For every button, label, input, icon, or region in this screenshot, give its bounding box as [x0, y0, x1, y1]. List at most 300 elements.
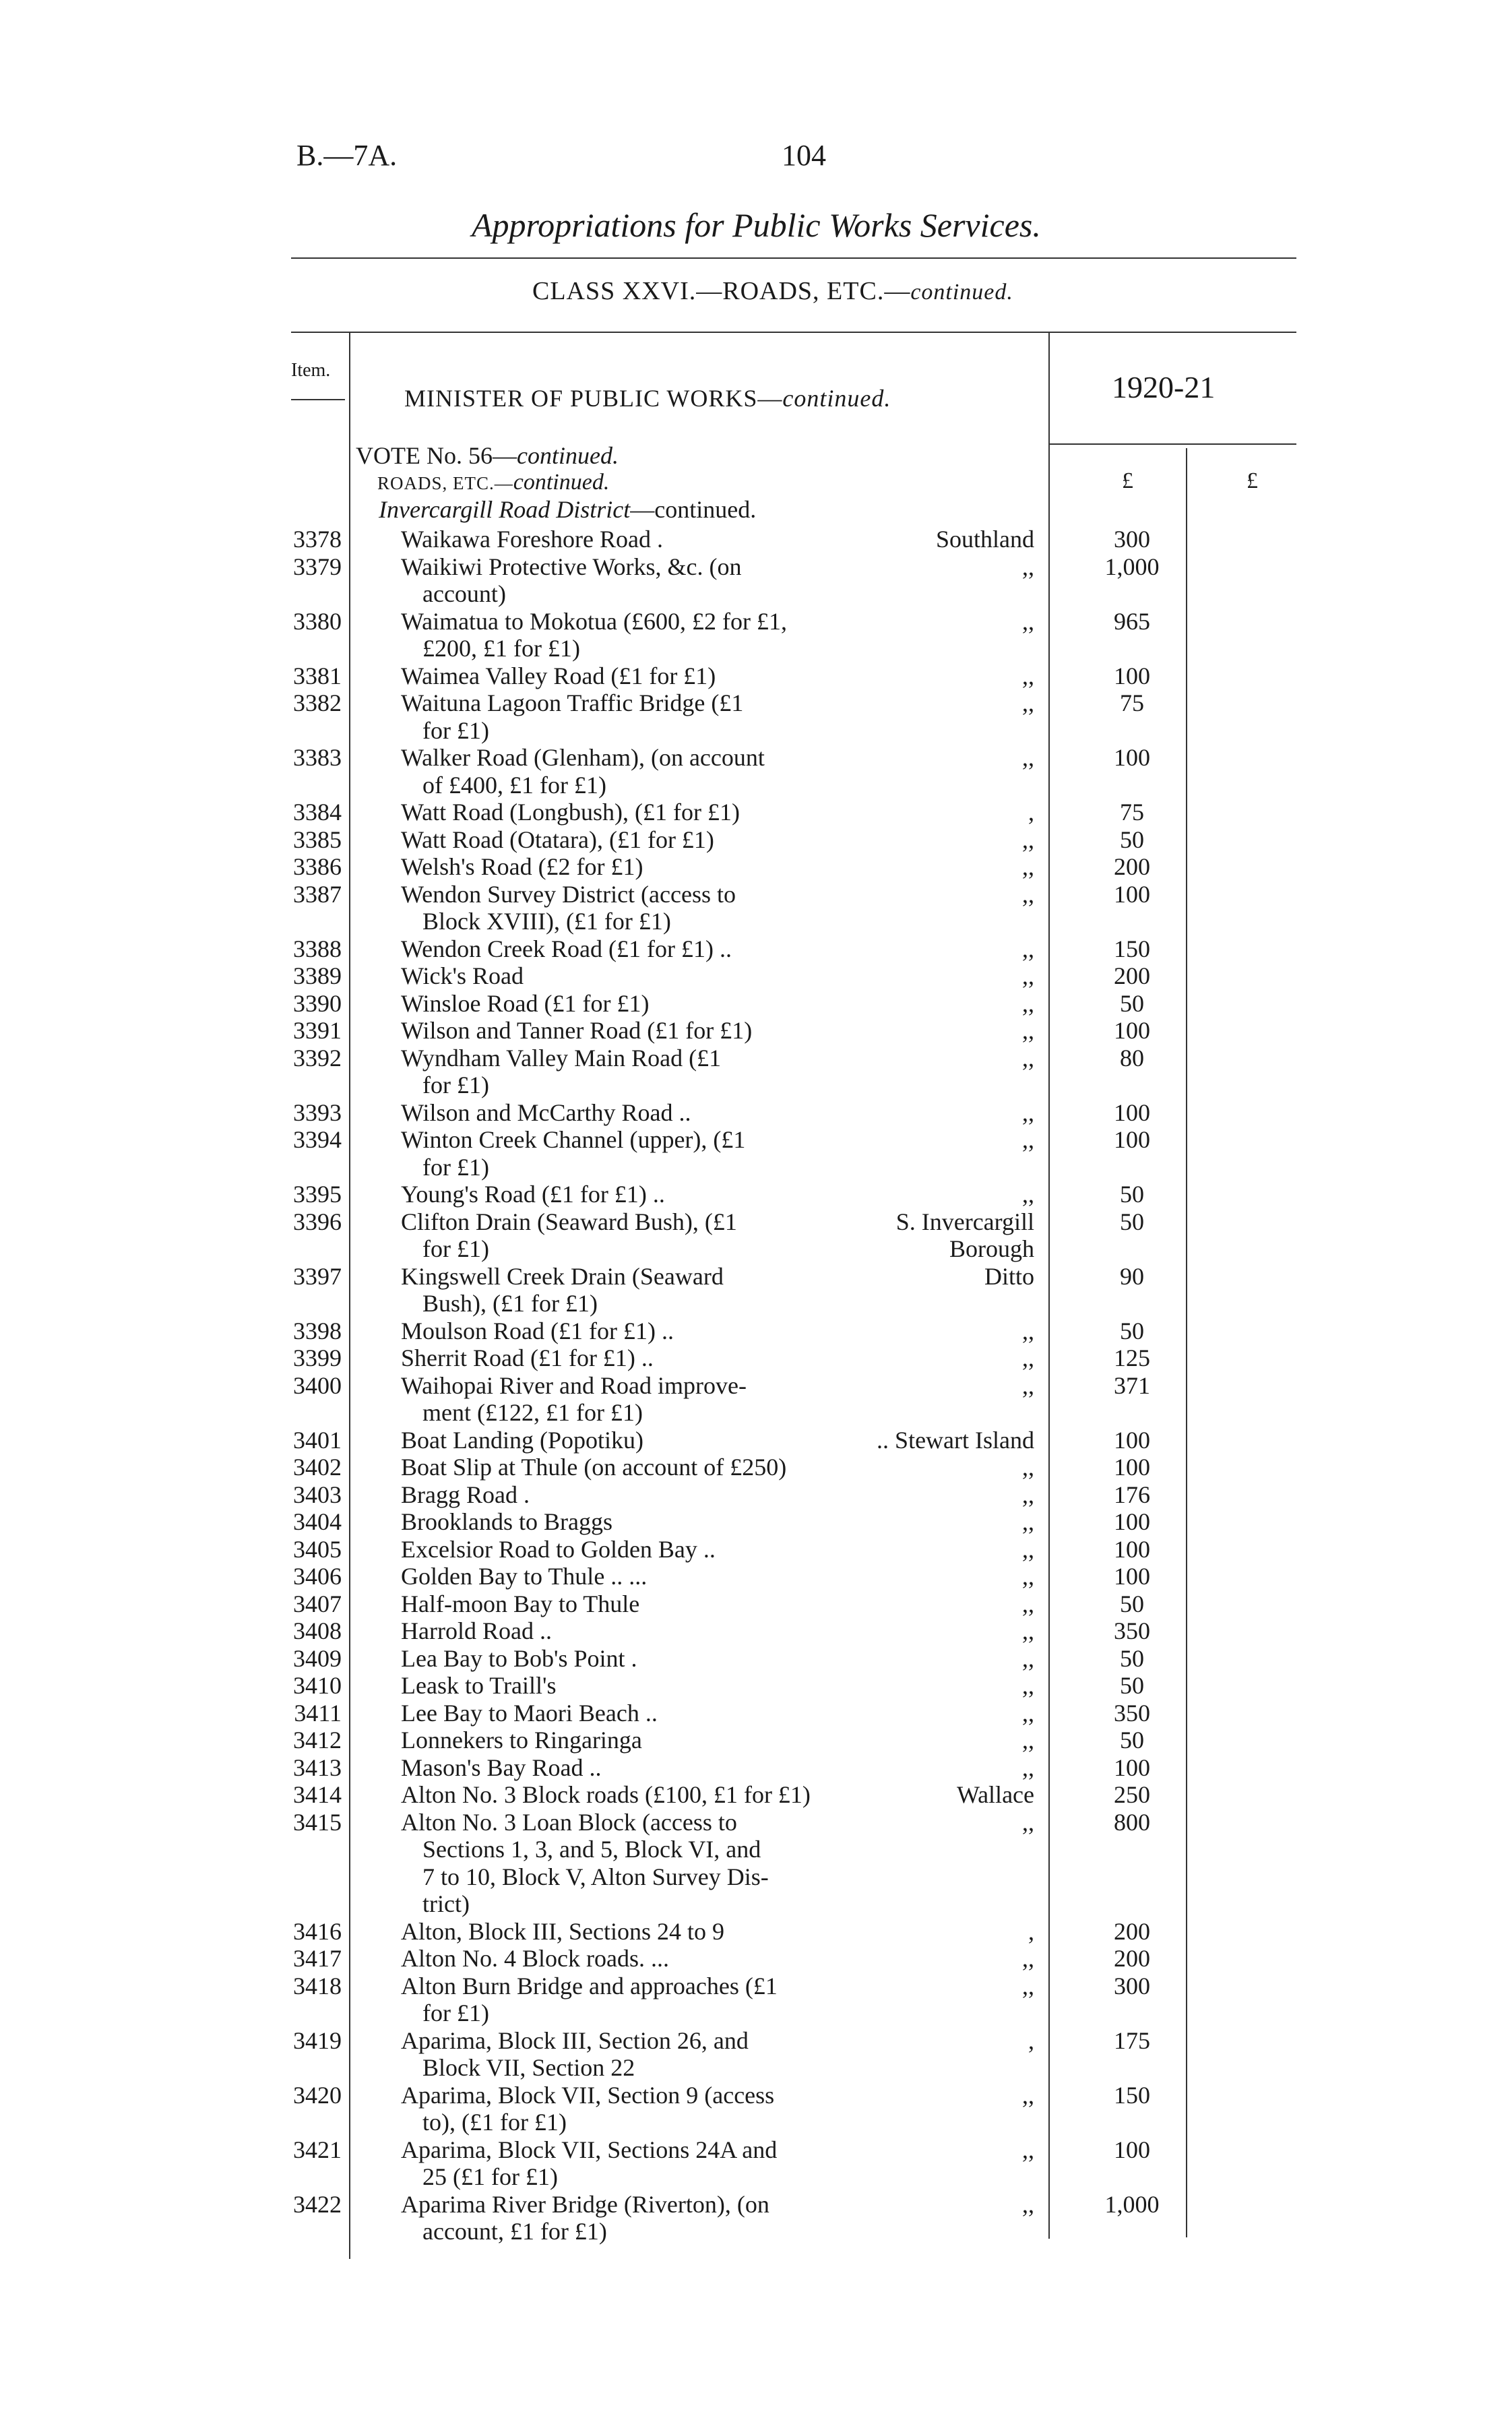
table-row	[0, 1045, 1512, 1099]
item-number: 3398	[293, 1317, 342, 1344]
item-location	[869, 2191, 1034, 2219]
table-row	[0, 1754, 1512, 1782]
table-row	[0, 1454, 1512, 1481]
location-line: ,,	[1022, 1126, 1034, 1153]
description-line: Alton No. 3 Block roads (£100, £1 for £1)	[401, 1781, 811, 1808]
description-line: Alton No. 3 Loan Block (access to	[401, 1808, 737, 1836]
location-line: ,,	[1022, 1181, 1034, 1208]
item-amount: 100	[1114, 1454, 1150, 1481]
description-line: Alton, Block III, Sections 24 to 9	[401, 1917, 724, 1945]
description-line: Walker Road (Glenham), (on account	[401, 744, 765, 771]
table-row	[0, 1099, 1512, 1127]
item-amount: 90	[1120, 1262, 1144, 1290]
item-amount: 965	[1114, 607, 1150, 635]
item-amount: 800	[1114, 1808, 1150, 1836]
item-number: 3388	[293, 935, 342, 962]
item-description	[401, 990, 859, 1018]
location-line: ,,	[1022, 1317, 1034, 1344]
item-description	[401, 2082, 859, 2136]
description-line: Wyndham Valley Main Road (£1	[401, 1044, 722, 1072]
item-location	[869, 1945, 1034, 1973]
item-number: 3387	[293, 880, 342, 908]
description-line: of £400, £1 for £1)	[422, 771, 606, 799]
description-line: Watt Road (Otatara), (£1 for £1)	[401, 826, 714, 853]
class-heading-suffix: continued.	[910, 280, 1013, 305]
table-row	[0, 2082, 1512, 2136]
table-row	[0, 1481, 1512, 1509]
district-heading	[379, 495, 756, 524]
item-description	[401, 1781, 859, 1809]
item-amount: 100	[1114, 2136, 1150, 2163]
item-location	[869, 1973, 1034, 2000]
description-line: Brooklands to Braggs	[401, 1508, 612, 1535]
item-location	[869, 662, 1034, 690]
description-line: Wilson and Tanner Road (£1 for £1)	[401, 1017, 753, 1044]
table-row	[0, 1536, 1512, 1563]
location-line: ,,	[1022, 607, 1034, 635]
location-line: ,	[1028, 799, 1034, 826]
item-description	[401, 826, 859, 854]
item-amount: 100	[1114, 1098, 1150, 1126]
location-line: ,	[1028, 2026, 1034, 2054]
item-location	[869, 881, 1034, 908]
item-number: 3379	[293, 553, 342, 580]
location-line: ,,	[1022, 1699, 1034, 1727]
description-line: Alton No. 4 Block roads. ...	[401, 1945, 669, 1972]
table-row	[0, 1781, 1512, 1809]
item-amount: 100	[1114, 1426, 1150, 1454]
item-number: 3412	[293, 1727, 342, 1754]
description-line: Young's Road (£1 for £1) ..	[401, 1181, 665, 1208]
table-row	[0, 662, 1512, 690]
page-title: Appropriations for Public Works Services.	[472, 206, 1041, 244]
item-number: 3413	[293, 1754, 342, 1781]
location-line: ,,	[1022, 553, 1034, 580]
item-description	[401, 1045, 859, 1099]
item-description	[401, 553, 859, 608]
description-line: Boat Slip at Thule (on account of £250)	[401, 1454, 787, 1481]
item-description	[401, 1263, 859, 1317]
location-line: ,,	[1022, 1945, 1034, 1972]
description-line: for £1)	[422, 1072, 489, 1098]
class-heading	[532, 276, 1013, 306]
description-line: Welsh's Road (£2 for £1)	[401, 853, 643, 880]
location-line: ,,	[1022, 1344, 1034, 1371]
item-number: 3389	[293, 962, 342, 989]
item-amount: 200	[1114, 1945, 1150, 1972]
item-description	[401, 1536, 859, 1563]
table-row	[0, 1208, 1512, 1263]
table-row	[0, 826, 1512, 854]
location-line: ,,	[1022, 1590, 1034, 1617]
table-row	[0, 799, 1512, 826]
item-number: 3400	[293, 1371, 342, 1399]
table-row	[0, 2027, 1512, 2082]
location-line: ,,	[1022, 744, 1034, 771]
item-location	[869, 553, 1034, 581]
item-location	[869, 1508, 1034, 1536]
item-description	[401, 1700, 859, 1727]
item-location	[869, 1181, 1034, 1208]
item-amount: 150	[1114, 2081, 1150, 2109]
description-line: Half-moon Bay to Thule	[401, 1590, 640, 1617]
year-header-rule	[1048, 443, 1296, 445]
item-location	[869, 1481, 1034, 1509]
table-top-rule	[291, 332, 1296, 333]
item-location	[869, 1317, 1034, 1345]
description-line: Alton Burn Bridge and approaches (£1	[401, 1972, 778, 1999]
roads-heading-text: ROADS, ETC.—	[377, 473, 513, 493]
vote-heading-suffix: continued.	[516, 442, 619, 469]
description-line: Waikawa Foreshore Road .	[401, 526, 663, 553]
roads-heading-suffix: continued.	[513, 470, 610, 495]
location-line: ,,	[1022, 1617, 1034, 1644]
item-description	[401, 1590, 859, 1618]
item-column-header: Item.	[291, 360, 331, 381]
item-number: 3406	[293, 1563, 342, 1590]
item-location	[869, 990, 1034, 1018]
description-line: Winsloe Road (£1 for £1)	[401, 989, 650, 1017]
item-description	[401, 1809, 859, 1918]
table-row	[0, 2191, 1512, 2245]
roads-heading	[377, 470, 609, 495]
table-row	[0, 744, 1512, 799]
table-row	[0, 1645, 1512, 1673]
item-amount: 50	[1120, 1727, 1144, 1754]
table-row	[0, 608, 1512, 662]
description-line: Sections 1, 3, and 5, Block VI, and	[422, 1836, 761, 1863]
item-location	[869, 1590, 1034, 1618]
location-line: ,,	[1022, 1563, 1034, 1590]
minister-heading-text: MINISTER OF PUBLIC WORKS—	[404, 385, 783, 412]
location-line: Ditto	[984, 1262, 1034, 1290]
item-location	[869, 1372, 1034, 1400]
location-line: ,,	[1022, 1044, 1034, 1072]
item-description	[401, 935, 859, 963]
item-amount: 350	[1114, 1699, 1150, 1727]
description-line: Lea Bay to Bob's Point .	[401, 1644, 637, 1672]
item-location	[869, 1126, 1034, 1154]
item-description	[401, 1645, 859, 1673]
minister-heading	[404, 384, 891, 412]
item-amount: 100	[1114, 1126, 1150, 1153]
table-row	[0, 526, 1512, 553]
item-amount: 100	[1114, 1754, 1150, 1781]
item-description	[401, 1563, 859, 1590]
item-description	[401, 1454, 859, 1481]
description-line: Waimea Valley Road (£1 for £1)	[401, 662, 716, 689]
item-amount: 100	[1114, 744, 1150, 771]
item-description	[401, 689, 859, 744]
location-line: ,,	[1022, 1672, 1034, 1699]
description-line: Excelsior Road to Golden Bay ..	[401, 1535, 716, 1563]
item-description	[401, 608, 859, 662]
description-line: for £1)	[422, 716, 489, 744]
item-amount: 300	[1114, 526, 1150, 553]
description-line: Boat Landing (Popotiku)	[401, 1426, 643, 1454]
location-line: ,,	[1022, 1508, 1034, 1535]
table-row	[0, 553, 1512, 608]
location-line: ,,	[1022, 1371, 1034, 1399]
item-number: 3415	[293, 1808, 342, 1836]
item-amount: 150	[1114, 935, 1150, 962]
item-amount: 200	[1114, 962, 1150, 989]
item-number: 3383	[293, 744, 342, 771]
item-description	[401, 1918, 859, 1946]
item-location	[869, 2136, 1034, 2164]
item-description	[401, 2191, 859, 2245]
item-amount: 50	[1120, 826, 1144, 853]
item-amount: 50	[1120, 1208, 1144, 1235]
item-number: 3390	[293, 989, 342, 1017]
item-number: 3407	[293, 1590, 342, 1617]
location-line: ,,	[1022, 1754, 1034, 1781]
item-amount: 1,000	[1104, 2190, 1160, 2218]
item-amount: 200	[1114, 1917, 1150, 1945]
location-line: ,,	[1022, 1098, 1034, 1126]
table-row	[0, 1590, 1512, 1618]
description-line: Harrold Road ..	[401, 1617, 552, 1644]
item-number: 3408	[293, 1617, 342, 1644]
location-line: ,,	[1022, 826, 1034, 853]
item-number: 3393	[293, 1098, 342, 1126]
item-number: 3380	[293, 607, 342, 635]
item-amount: 50	[1120, 1672, 1144, 1699]
location-line: .. Stewart Island	[877, 1426, 1034, 1454]
item-location	[869, 526, 1034, 553]
table-row	[0, 2136, 1512, 2191]
item-description	[401, 1344, 859, 1372]
item-description	[401, 1427, 859, 1454]
location-line: S. Invercargill	[895, 1208, 1034, 1235]
item-number: 3410	[293, 1672, 342, 1699]
table-row	[0, 935, 1512, 963]
location-line: ,,	[1022, 2190, 1034, 2218]
item-number: 3399	[293, 1344, 342, 1371]
item-location	[869, 2027, 1034, 2055]
location-line: ,,	[1022, 880, 1034, 908]
location-line: ,,	[1022, 1481, 1034, 1508]
item-amount: 176	[1114, 1481, 1150, 1508]
table-row	[0, 1973, 1512, 2027]
item-description	[401, 1181, 859, 1208]
item-location	[869, 1045, 1034, 1072]
location-line: ,,	[1022, 2136, 1034, 2163]
item-location	[869, 1781, 1034, 1809]
description-line: account)	[422, 580, 506, 607]
description-line: Wendon Creek Road (£1 for £1) ..	[401, 935, 732, 962]
item-amount: 125	[1114, 1344, 1150, 1371]
item-number: 3386	[293, 853, 342, 880]
table-row	[0, 1126, 1512, 1181]
item-location	[869, 744, 1034, 772]
description-line: Waikiwi Protective Works, &c. (on	[401, 553, 742, 580]
table-row	[0, 1809, 1512, 1918]
table-row	[0, 1945, 1512, 1973]
table-row	[0, 881, 1512, 935]
item-number: 3414	[293, 1781, 342, 1808]
item-location	[869, 1700, 1034, 1727]
table-row	[0, 1727, 1512, 1754]
description-line: Watt Road (Longbush), (£1 for £1)	[401, 799, 740, 826]
location-line: ,	[1028, 1917, 1034, 1945]
description-line: Bragg Road .	[401, 1481, 530, 1508]
item-location	[869, 1754, 1034, 1782]
location-line: ,,	[1022, 1972, 1034, 1999]
item-location	[869, 1672, 1034, 1700]
item-amount: 100	[1114, 1017, 1150, 1044]
description-line: Mason's Bay Road ..	[401, 1754, 602, 1781]
item-amount: 80	[1120, 1044, 1144, 1072]
item-amount: 100	[1114, 662, 1150, 689]
item-amount: 100	[1114, 880, 1150, 908]
item-location	[869, 1454, 1034, 1481]
description-line: Waimatua to Mokotua (£600, £2 for £1,	[401, 607, 787, 635]
description-line: Kingswell Creek Drain (Seaward	[401, 1262, 724, 1290]
item-description	[401, 1372, 859, 1427]
item-description	[401, 662, 859, 690]
item-description	[401, 1617, 859, 1645]
description-line: Golden Bay to Thule .. ...	[401, 1563, 648, 1590]
item-number: 3409	[293, 1644, 342, 1672]
item-description	[401, 1945, 859, 1973]
item-number: 3384	[293, 799, 342, 826]
item-amount: 100	[1114, 1563, 1150, 1590]
table-row	[0, 1918, 1512, 1946]
location-line: Borough	[949, 1235, 1034, 1262]
description-line: Aparima, Block VII, Section 9 (access	[401, 2081, 775, 2109]
table-row	[0, 1427, 1512, 1454]
location-line: Wallace	[956, 1781, 1034, 1808]
item-location	[869, 2082, 1034, 2109]
item-description	[401, 1508, 859, 1536]
item-number: 3395	[293, 1181, 342, 1208]
item-description	[401, 1017, 859, 1045]
description-line: 25 (£1 for £1)	[422, 2163, 558, 2190]
description-line: trict)	[422, 1890, 470, 1917]
item-location	[869, 826, 1034, 854]
vote-heading	[356, 441, 619, 470]
description-line: Aparima, Block III, Section 26, and	[401, 2026, 749, 2054]
item-location	[869, 1727, 1034, 1754]
item-amount: 50	[1120, 989, 1144, 1017]
item-description	[401, 2136, 859, 2191]
item-amount: 1,000	[1104, 553, 1160, 580]
item-location	[869, 608, 1034, 635]
item-description	[401, 1317, 859, 1345]
location-line: ,,	[1022, 662, 1034, 689]
table-row	[0, 853, 1512, 881]
item-description	[401, 1754, 859, 1782]
item-location	[869, 935, 1034, 963]
table-row	[0, 1263, 1512, 1317]
appropriation-rows	[0, 526, 1512, 2245]
location-line: ,,	[1022, 1535, 1034, 1563]
title-rule	[291, 257, 1296, 259]
item-amount: 175	[1114, 2026, 1150, 2054]
item-number: 3392	[293, 1044, 342, 1072]
item-amount: 50	[1120, 1590, 1144, 1617]
item-description	[401, 1208, 859, 1263]
description-line: Lonnekers to Ringaringa	[401, 1727, 642, 1754]
item-number: 3394	[293, 1126, 342, 1153]
item-amount: 50	[1120, 1644, 1144, 1672]
vote-heading-text: VOTE No. 56—	[356, 442, 517, 469]
item-number: 3411	[294, 1699, 342, 1727]
district-heading-suffix: —continued.	[630, 496, 757, 523]
item-location	[869, 1563, 1034, 1590]
item-description	[401, 1481, 859, 1509]
item-location	[869, 1427, 1034, 1454]
district-heading-text: Invercargill Road District	[379, 496, 631, 523]
item-location	[869, 853, 1034, 881]
item-amount: 50	[1120, 1181, 1144, 1208]
item-amount: 200	[1114, 853, 1150, 880]
location-line: ,,	[1022, 689, 1034, 716]
description-line: Aparima River Bridge (Riverton), (on	[401, 2190, 769, 2218]
location-line: ,,	[1022, 962, 1034, 989]
item-amount: 100	[1114, 1535, 1150, 1563]
item-number: 3420	[293, 2081, 342, 2109]
item-description	[401, 1126, 859, 1181]
item-location	[869, 1344, 1034, 1372]
table-row	[0, 1700, 1512, 1727]
pound-column-header-2: £	[1247, 468, 1258, 493]
item-location	[869, 1617, 1034, 1645]
item-description	[401, 1672, 859, 1700]
item-amount: 75	[1120, 689, 1144, 716]
item-number: 3378	[293, 526, 342, 553]
description-line: £200, £1 for £1)	[422, 635, 580, 662]
description-line: for £1)	[422, 1999, 489, 2026]
document-reference: B.—7A.	[296, 139, 398, 172]
description-line: ment (£122, £1 for £1)	[422, 1399, 643, 1426]
item-amount: 100	[1114, 1508, 1150, 1535]
description-line: Aparima, Block VII, Sections 24A and	[401, 2136, 778, 2163]
item-number: 3417	[293, 1945, 342, 1972]
item-number: 3385	[293, 826, 342, 853]
table-row	[0, 1181, 1512, 1208]
item-header-rule	[291, 399, 345, 400]
item-amount: 350	[1114, 1617, 1150, 1644]
location-line: ,,	[1022, 1017, 1034, 1044]
item-number: 3419	[293, 2026, 342, 2054]
item-number: 3416	[293, 1917, 342, 1945]
item-description	[401, 881, 859, 935]
item-number: 3404	[293, 1508, 342, 1535]
item-location	[869, 689, 1034, 717]
item-description	[401, 1973, 859, 2027]
item-location	[869, 1918, 1034, 1946]
item-amount: 75	[1120, 799, 1144, 826]
description-line: Winton Creek Channel (upper), (£1	[401, 1126, 746, 1153]
item-description	[401, 1099, 859, 1127]
page-number: 104	[782, 139, 826, 172]
description-line: Waihopai River and Road improve-	[401, 1371, 747, 1399]
location-line: ,,	[1022, 989, 1034, 1017]
item-description	[401, 962, 859, 990]
description-line: Moulson Road (£1 for £1) ..	[401, 1317, 674, 1344]
item-number: 3401	[293, 1426, 342, 1454]
description-line: Block VII, Section 22	[422, 2054, 635, 2081]
description-line: account, £1 for £1)	[422, 2218, 607, 2245]
description-line: Lee Bay to Maori Beach ..	[401, 1699, 658, 1727]
item-number: 3397	[293, 1262, 342, 1290]
item-number: 3418	[293, 1972, 342, 1999]
pound-column-header: £	[1122, 468, 1133, 493]
item-location	[869, 799, 1034, 826]
item-amount: 371	[1114, 1371, 1150, 1399]
